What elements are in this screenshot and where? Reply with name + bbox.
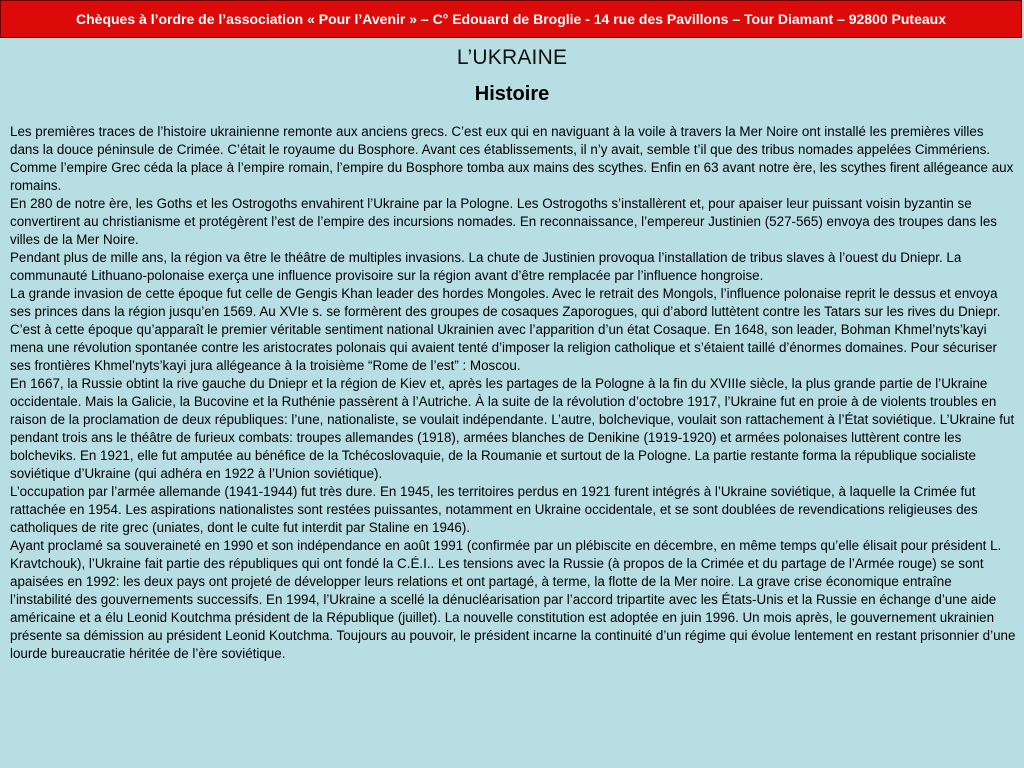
paragraph-invasions: Pendant plus de mille ans, la région va être le théâtre de multiples invasions. La chute de Justinien provoqua l’installation de tribus slaves à l’ouest du Dniepr. La communauté Lithuano-polonaise exerça une influence provisoire sur la région avant d’être remplacée par l’influence hongroise.	[10, 250, 962, 283]
paragraph-independence: Ayant proclamé sa souveraineté en 1990 et son indépendance en août 1991 (confirmée par un plébiscite en décembre, en même temps qu’elle élisait pour président L. Kravtchouk), l’Ukraine fait partie des républiques qui ont fondé la C.É.I.. Les tensions avec la Russie (à propos de la Crimée et du partage de l’Armée rouge) se sont apaisées en 1992: les deux pays ont projeté de développer leurs relations et ont partagé, à terme, la flotte de la Mer noire. La grave crise économique entraîne l’instabilité des gouvernements successifs. En 1994, l’Ukraine a scellé la dénucléarisation par l’accord tripartite avec les États-Unis et la Russie en échange d’une aide américaine et a élu Leonid Koutchma président de la République (juillet). La nouvelle constitution est adoptée en juin 1996. Un mois après, le gouvernement ukrainien présente sa démission au président Leonid Koutchma. Toujours au pouvoir, le président incarne la continuité d’un régime qui évolue lentement en restant prisonnier d’une lourde bureaucratie héritée de l’ère soviétique.	[10, 538, 1016, 661]
paragraph-ancient-greeks: Les premières traces de l’histoire ukrainienne remonte aux anciens grecs. C’est eux qui en naviguant à la voile à travers la Mer Noire ont installé les premières villes dans la douce péninsule de Crimée. C’était le royaume du Bosphore. Avant ces établissements, il n’y avait, semble t’il que des tribus nomades appelées Cimmériens. Comme l’empire Grec céda la place à l’empire romain, l’empire du Bosphore tomba aux mains des scythes. Enfin en 63 avant notre ère, les scythes firent allégeance aux romains.	[10, 124, 1014, 193]
history-text	[10, 123, 1016, 663]
paragraph-russia-revolution: En 1667, la Russie obtint la rive gauche du Dniepr et la région de Kiev et, après les partages de la Pologne à la fin du XVIIIe siècle, la plus grande partie de l’Ukraine occidentale. Mais la Galicie, la Bucovine et la Ruthénie passèrent à l’Autriche. À la suite de la révolution d’octobre 1917, l’Ukraine fut en proie à de violents troubles en raison de la proclamation de deux républiques: l’une, nationaliste, se voulait indépendante. L’autre, bolchevique, voulait son rattachement à l’État soviétique. L’Ukraine fut pendant trois ans le théâtre de furieux combats: troupes allemandes (1918), armées blanches de Denikine (1919-1920) et armées polonaises luttèrent contre les bolcheviks. En 1921, elle fut amputée au bénéfice de la Tchécoslovaquie, de la Roumanie et surtout de la Pologne. La partie restante forma la république socialiste soviétique d’Ukraine (qui adhéra en 1922 à l’Union soviétique).	[10, 376, 1015, 481]
paragraph-mongols-cossacks: La grande invasion de cette époque fut celle de Gengis Khan leader des hordes Mongoles. Avec le retrait des Mongols, l’influence polonaise reprit le dessus et envoya ses princes dans la région jusqu’en 1569. Au XVIe s. se formèrent des groupes de cosaques Zaporogues, qui d’abord luttètent contre les Tatars sur les rives du Dniepr. C’est à cette époque qu’apparaît le premier véritable sentiment national Ukrainien avec l’apparition d’un état Cosaque. En 1648, son leader, Bohman Khmel’nyts’kayi mena une révolution spontanée contre les aristocrates polonais qui avaient tenté d’imposer la religion catholique et s’étaient taillé d’énormes domaines. Pour sécuriser ses frontières Khmel’nyts’kayi jura allégeance à la troisième “Rome de l’est” : Moscou.	[10, 286, 1001, 373]
banner-text: Chèques à l’ordre de l’association « Pour l’Avenir » – C° Edouard de Broglie - 14 rue des Pavillons – Tour Diamant – 92800 Puteaux	[76, 11, 946, 27]
paragraph-german-occupation: L’occupation par l’armée allemande (1941-1944) fut très dure. En 1945, les territoires perdus en 1921 furent intégrés à l’Ukraine soviétique, à laquelle la Crimée fut rattachée en 1954. Les aspirations nationalistes sont restées puissantes, notamment en Ukraine occidentale, et se sont doublées de revendications religieuses des catholiques de rite grec (uniates, dont le culte fut interdit par Staline en 1946).	[10, 484, 978, 535]
page-subtitle: Histoire	[474, 83, 550, 105]
paragraph-goths: En 280 de notre ère, les Goths et les Ostrogoths envahirent l’Ukraine par la Pologne. Les Ostrogoths s’installèrent et, pour apaiser leur puissant voisin byzantin se convertirent au christianisme et protégèrent l’est de l’empire des incursions nomades. En reconnaissance, l’empereur Justinien (527-565) envoya des troupes dans les villes de la Mer Noire.	[10, 196, 997, 247]
page-title: L’UKRAINE	[456, 46, 568, 69]
donation-banner	[0, 0, 1022, 38]
